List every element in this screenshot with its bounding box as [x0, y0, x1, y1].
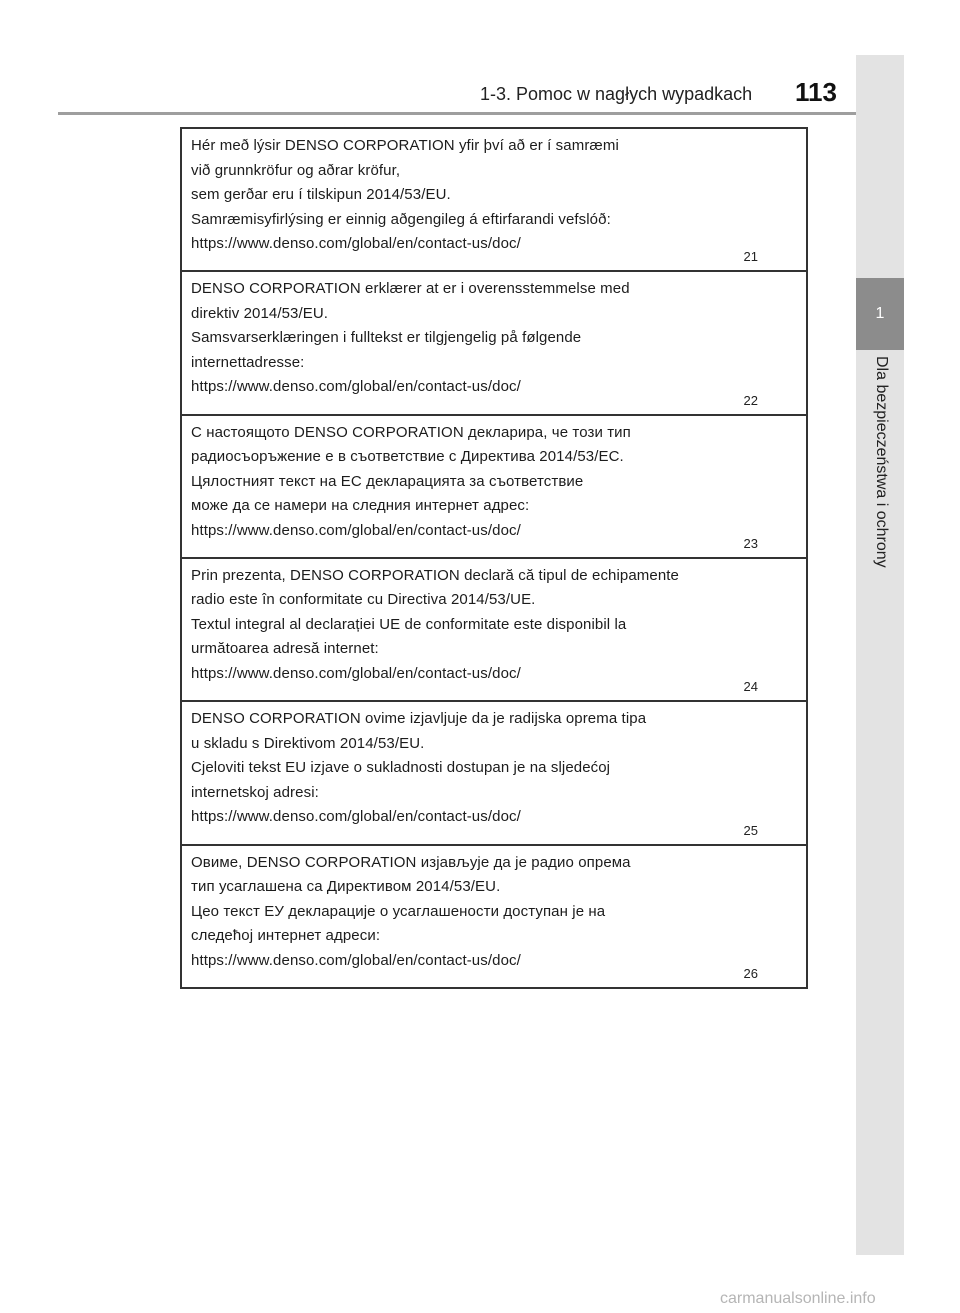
declaration-line: sem gerðar eru í tilskipun 2014/53/EU. [191, 186, 451, 203]
header-divider [58, 112, 856, 115]
declaration-line: Samræmisyfirlýsing er einnig aðgengileg á eftirfarandi vefslóð: [191, 210, 611, 228]
declaration-line: радиосъоръжение е в съответствие с Директива 2014/53/ЕС. [191, 448, 624, 466]
declaration-line: við grunnkröfur og aðrar kröfur, [191, 161, 401, 179]
declaration-cell [182, 416, 806, 559]
declaration-url: https://www.denso.com/global/en/contact-us/doc/ [191, 808, 521, 826]
declaration-cell [182, 559, 806, 702]
declaration-line: тип усаглашена са Директивом 2014/53/EU. [191, 878, 501, 896]
declaration-cell [182, 702, 806, 845]
declaration-line: Cjeloviti tekst EU izjave o sukladnosti dostupan je na sljedećoj [191, 759, 611, 777]
declaration-line: DENSO CORPORATION ovime izjavljuje da je radijska oprema tipa [191, 710, 647, 728]
chapter-number: 1 [875, 305, 885, 322]
declaration-line: internetskoj adresi: [191, 783, 319, 801]
declaration-line: Цео текст ЕУ декларације о усаглашености доступан је на [191, 902, 606, 920]
declaration-line: следећој интернет адреси: [191, 927, 381, 945]
declaration-line: internettadresse: [191, 353, 305, 371]
declaration-cell [182, 272, 806, 415]
declaration-line: Textul integral al declarației UE de conformitate este disponibil la [191, 615, 627, 633]
declaration-ref-number: 23 [743, 535, 758, 551]
declaration-line: radio este în conformitate cu Directiva 2014/53/UE. [191, 591, 536, 609]
declaration-line: direktiv 2014/53/EU. [191, 304, 329, 322]
declaration-line: DENSO CORPORATION erklærer at er i overensstemmelse med [191, 280, 630, 298]
declaration-ref-number: 25 [743, 822, 758, 838]
declaration-url: https://www.denso.com/global/en/contact-us/doc/ [191, 235, 521, 252]
declaration-line: următoarea adresă internet: [191, 640, 379, 658]
declaration-line: Овиме, DENSO CORPORATION изјављује да је радио опрема [191, 853, 631, 871]
declaration-ref-number: 24 [743, 679, 758, 695]
declaration-url: https://www.denso.com/global/en/contact-us/doc/ [191, 378, 521, 396]
page-number: 113 [795, 77, 837, 107]
declaration-ref-number: 26 [743, 965, 758, 981]
chapter-title: Dla bezpieczeństwa i ochrony [873, 356, 890, 568]
declaration-ref-number: 21 [743, 249, 758, 265]
section-title: 1-3. Pomoc w nagłych wypadkach [480, 84, 753, 104]
declaration-url: https://www.denso.com/global/en/contact-us/doc/ [191, 951, 521, 969]
declaration-url: https://www.denso.com/global/en/contact-us/doc/ [191, 664, 521, 682]
declaration-url: https://www.denso.com/global/en/contact-us/doc/ [191, 521, 521, 539]
site-watermark: carmanualsonline.info [720, 1290, 876, 1307]
declaration-line: може да се намери на следния интернет адрес: [191, 497, 530, 515]
declaration-cell [182, 129, 806, 272]
chapter-tab [856, 278, 904, 350]
declaration-ref-number: 22 [743, 392, 758, 408]
chapter-side-strip [856, 55, 904, 1255]
declaration-line: u skladu s Direktivom 2014/53/EU. [191, 734, 425, 752]
declaration-cell [182, 846, 806, 987]
declaration-line: Samsvarserklæringen i fulltekst er tilgjengelig på følgende [191, 329, 582, 347]
declarations-table [180, 127, 808, 989]
declaration-line: Цялостният текст на ЕС декларацията за съответствие [191, 472, 584, 490]
declaration-line: Prin prezenta, DENSO CORPORATION declară că tipul de echipamente [191, 566, 679, 584]
declaration-line: Hér með lýsir DENSO CORPORATION yfir því að er í samræmi [191, 137, 619, 154]
declaration-line: С настоящото DENSO CORPORATION декларира, че този тип [191, 423, 631, 441]
